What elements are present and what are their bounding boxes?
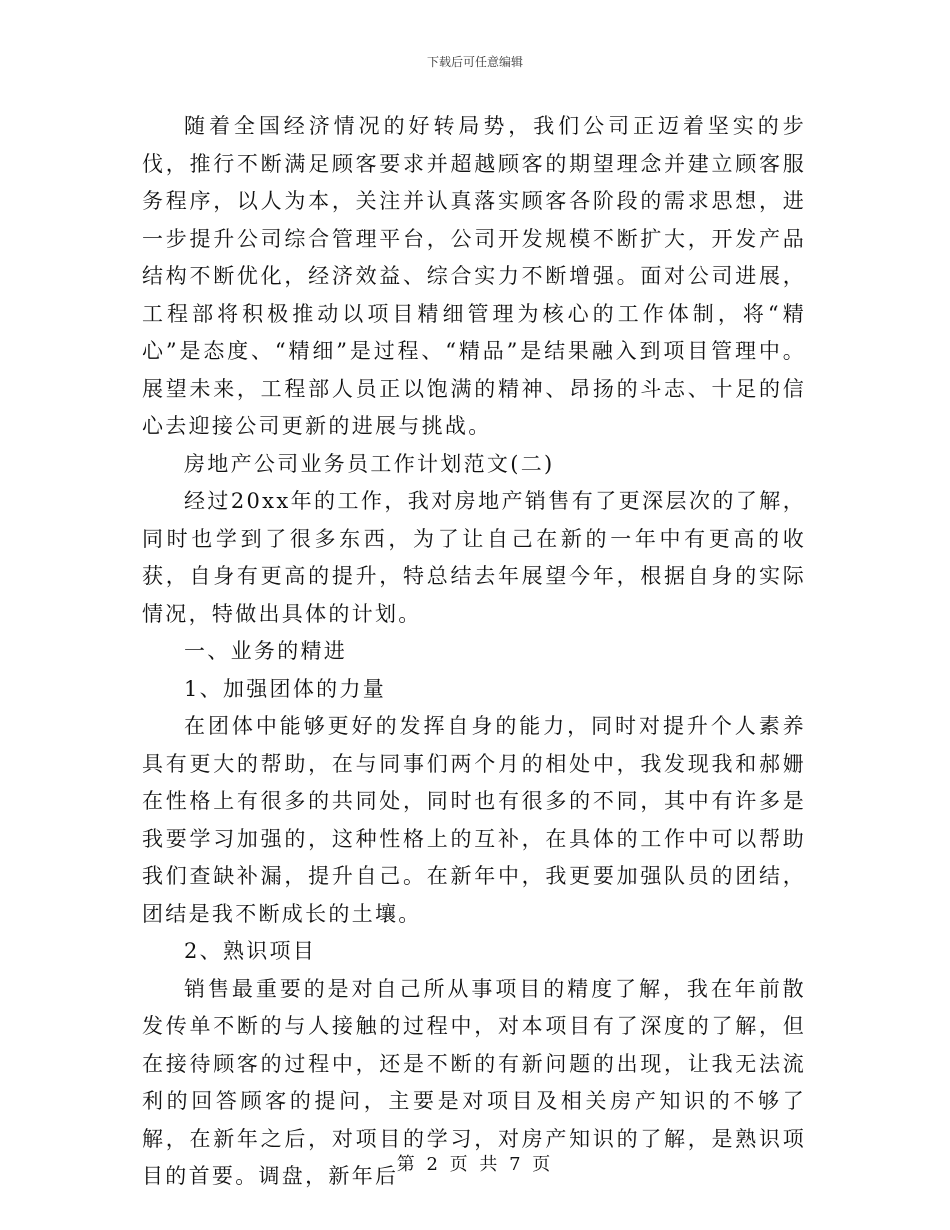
paragraph-team-strength: 在团体中能够更好的发挥自身的能力，同时对提升个人素养具有更大的帮助，在与同事们两个月的相处中，我发现我和郝姗在性格上有很多的共同处，同时也有很多的不同，其中有许多是我要学习加强的，这种性格上的互补，在具体的工作中可以帮助我们查缺补漏，提升自己。在新年中，我更要加强队员的团结，团结是我不断成长的土壤。 bbox=[142, 714, 806, 926]
page-footer: 第 2 页 共 7 页 bbox=[396, 1154, 554, 1175]
subheading-know-project: 2、熟识项目 bbox=[184, 939, 317, 963]
paragraph-intro: 经过20xx年的工作，我对房地产销售有了更深层次的了解，同时也学到了很多东西，为了让自己在新的一年中有更高的收获，自身有更高的提升，特总结去年展望今年，根据自身的实际情况，特做出具体的计划。 bbox=[142, 489, 806, 626]
section-title: 房地产公司业务员工作计划范文(二) bbox=[184, 451, 555, 476]
heading-business-improvement: 一、业务的精进 bbox=[184, 639, 348, 663]
page-header: 下载后可任意编辑 bbox=[426, 55, 523, 69]
paragraph-know-project: 销售最重要的是对自己所从事项目的精度了解，我在年前散发传单不断的与人接触的过程中，对本项目有了深度的了解，但在接待顾客的过程中，还是不断的有新问题的出现，让我无法流利的回答顾客的提问，主要是对项目及相关房产知识的不够了解，在新年之后，对项目的学习，对房产知识的了解，是熟识项目的首要。调盘，新年后 bbox=[142, 976, 806, 1188]
subheading-team-strength: 1、加强团体的力量 bbox=[184, 676, 387, 701]
paragraph-company-outlook: 随着全国经济情况的好转局势，我们公司正迈着坚实的步伐，推行不断满足顾客要求并超越顾客的期望理念并建立顾客服务程序，以人为本，关注并认真落实顾客各阶段的需求思想，进一步提升公司综合管理平台，公司开发规模不断扩大，开发产品结构不断优化，经济效益、综合实力不断增强。面对公司进展，工程部将积极推动以项目精细管理为核心的工作体制，将“精心”是态度、“精细”是过程、“精品”是结果融入到项目管理中。展望未来，工程部人员正以饱满的精神、昂扬的斗志、十足的信心去迎接公司更新的进展与挑战。 bbox=[142, 114, 806, 438]
document-body bbox=[142, 108, 806, 1196]
